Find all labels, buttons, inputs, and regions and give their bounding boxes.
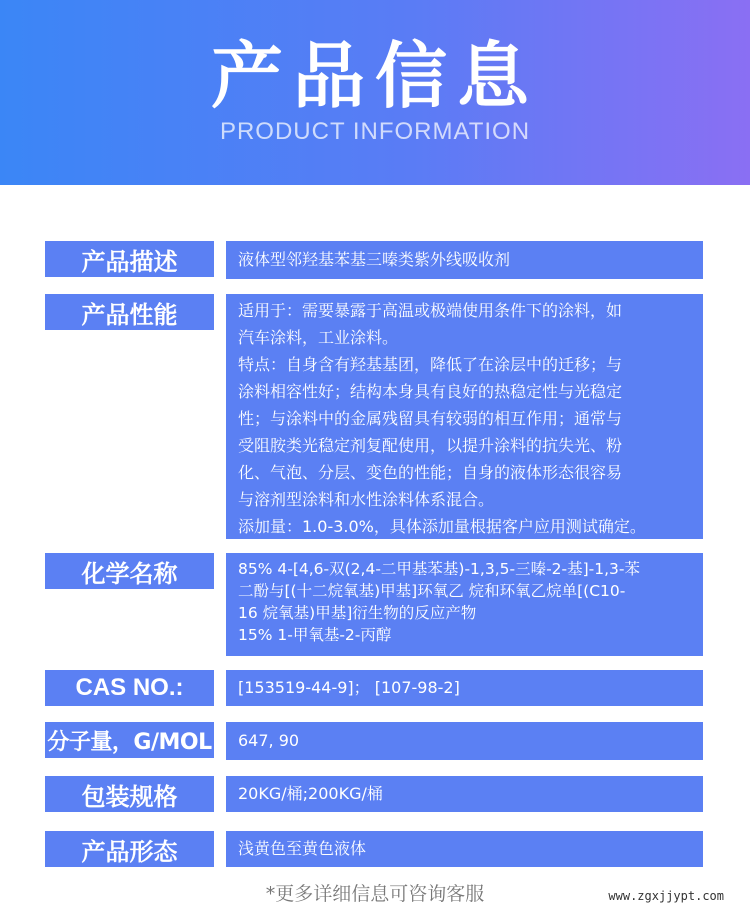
value-line: 添加量：1.0-3.0%，具体添加量根据客户应用测试确定。 [238, 517, 646, 536]
value-line: 特点：自身含有羟基基团，降低了在涂层中的迁移；与 [238, 355, 623, 374]
value-line: 受阻胺类光稳定剂复配使用，以提升涂料的抗失光、粉 [238, 436, 623, 455]
footer-note: *更多详细信息可咨询客服 [265, 883, 485, 905]
row-value [226, 294, 703, 539]
page-title: 产品信息 [210, 34, 539, 118]
value-line: 性；与涂料中的金属残留具有较弱的相互作用；通常与 [238, 409, 623, 428]
row-label: 产品描述 [45, 241, 214, 277]
row-value [226, 831, 703, 867]
row-label: 化学名称 [45, 553, 214, 589]
value-line: 涂料相容性好；结构本身具有良好的热稳定性与光稳定 [238, 382, 623, 401]
value-line: 汽车涂料，工业涂料。 [238, 328, 399, 347]
value-line: 20KG/桶;200KG/桶 [238, 784, 383, 803]
page-subtitle: PRODUCT INFORMATION [219, 118, 531, 145]
value-line: 15% 1-甲氧基-2-丙醇 [238, 626, 392, 644]
value-line: [153519-44-9]； [107-98-2] [238, 678, 460, 697]
row-label: 分子量，G/MOL [45, 722, 214, 758]
value-line: 液体型邻羟基苯基三嗪类紫外线吸收剂 [238, 250, 511, 269]
watermark: www.zgxjjypt.com [608, 889, 724, 903]
value-line: 与溶剂型涂料和水性涂料体系混合。 [238, 490, 495, 509]
row-value [226, 553, 703, 656]
row-label: 包装规格 [45, 776, 214, 812]
value-line: 647, 90 [238, 731, 300, 750]
row-value [226, 670, 703, 706]
value-line: 85% 4-[4,6-双(2,4-二甲基苯基)-1,3,5-三嗪-2-基]-1,3-苯 [238, 560, 641, 578]
row-label: CAS NO.: [45, 670, 214, 706]
row-label: 产品性能 [45, 294, 214, 330]
header-banner [0, 0, 750, 185]
row-value [226, 241, 703, 279]
row-value [226, 776, 703, 812]
row-value [226, 722, 703, 760]
value-line: 化、气泡、分层、变色的性能；自身的液体形态很容易 [238, 463, 623, 482]
value-line: 二酚与[(十二烷氧基)甲基]环氧乙 烷和环氧乙烷单[(C10- [238, 582, 626, 600]
value-line: 适用于：需要暴露于高温或极端使用条件下的涂料，如 [238, 301, 623, 320]
row-label: 产品形态 [45, 831, 214, 867]
value-line: 浅黄色至黄色液体 [238, 839, 367, 858]
value-line: 16 烷氧基)甲基]衍生物的反应产物 [238, 604, 477, 622]
